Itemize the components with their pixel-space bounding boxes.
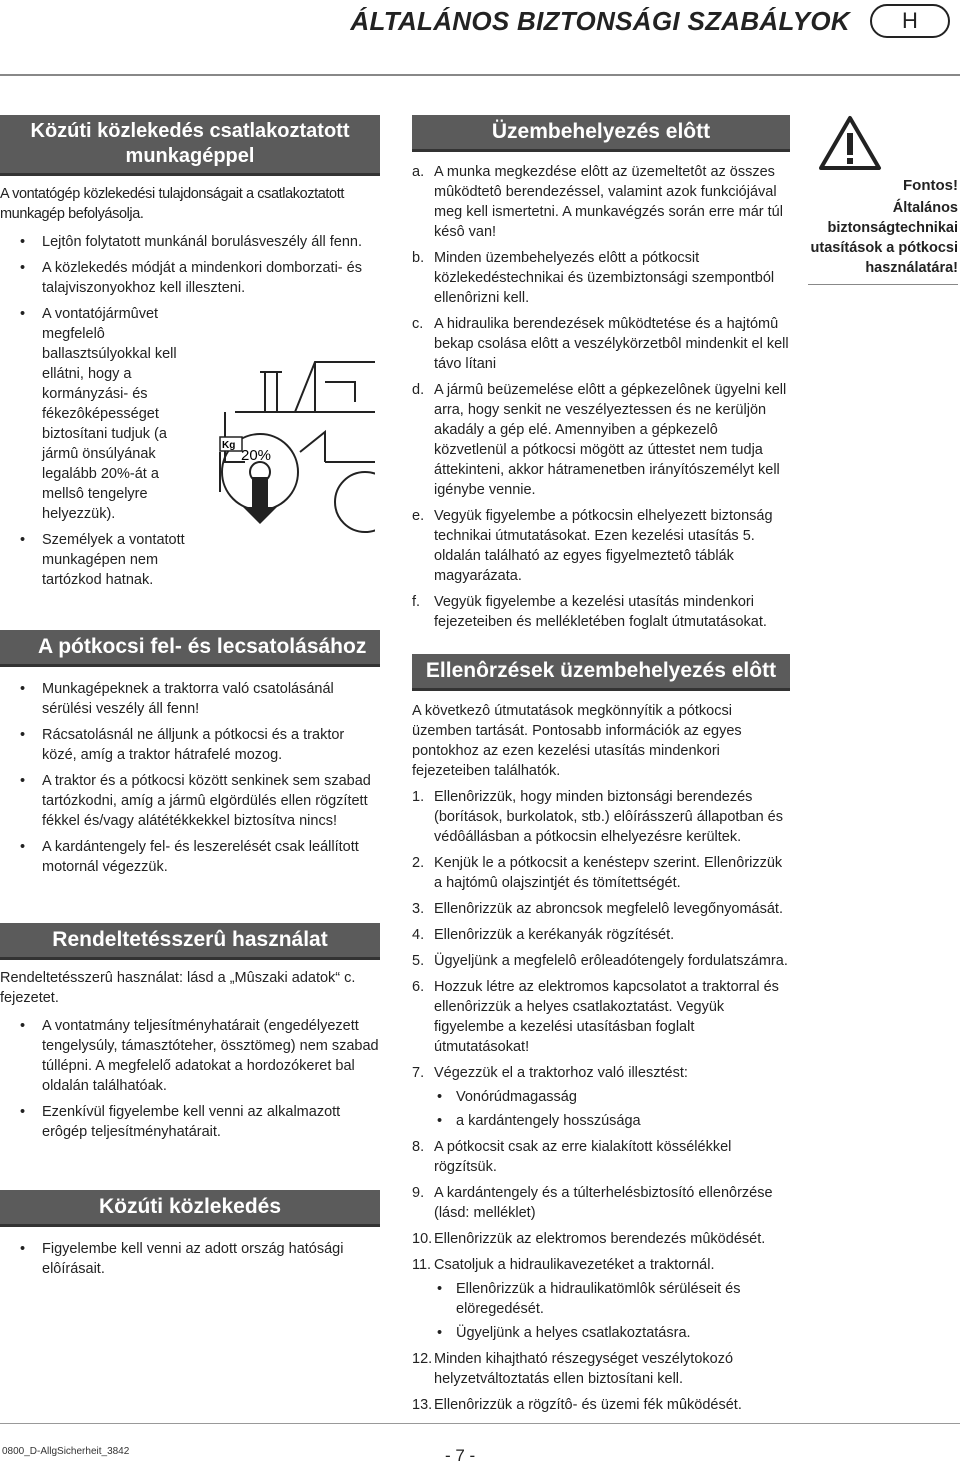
- list-item: [412, 977, 790, 1057]
- tractor-ballast-figure: [215, 342, 375, 542]
- section-heading-checks: Ellenôrzések üzembehelyezés elôtt: [412, 654, 790, 691]
- list-item: [412, 1349, 790, 1389]
- list-item: [412, 1395, 790, 1415]
- warning-underline: [808, 284, 958, 285]
- list-marker: 13.: [412, 1397, 433, 1413]
- section-intro: A következô útmutatások megkönnyítik a pótkocsi üzemben tartását. Pontosabb információk az egyes pontokhoz az ezen kezelési utasítás mindenkori fejezeteiben találhatók.: [412, 703, 742, 779]
- list-item-text: Vegyük figyelembe a pótkocsin elhelyezett biztonság technikai útmutatásokat. Ezen kezelési utasítás 5. oldalán található az egyes figyelmeztetô táblák magyarázata.: [434, 508, 773, 584]
- list-item-text: Végezzük el a traktorhoz való illesztést:: [434, 1065, 688, 1081]
- middle-column: [412, 115, 790, 1421]
- list-item-text: Ellenôrizzük az elektromos berendezés mûködését.: [434, 1231, 766, 1247]
- list-item-text: Ellenôrizzük a kerékanyák rögzítését.: [434, 927, 675, 943]
- lettered-list: [412, 162, 790, 632]
- list-marker: 7.: [412, 1065, 425, 1081]
- list-item: • Ezenkívül figyelembe kell venni az alkalmazott erôgép teljesítményhatárait.: [0, 1102, 380, 1142]
- header-rule: [0, 74, 960, 76]
- list-item: • A közlekedés módját a mindenkori domborzati- és talajviszonyokhoz kell illeszteni.: [0, 258, 380, 298]
- section-heading-coupling: A pótkocsi fel- és lecsatolásához: [0, 630, 380, 667]
- list-item-text: Kenjük le a pótkocsit a kenéstерv szerint. Ellenôrizzük a hajtómû olajszintjét és tömítettségét.: [434, 855, 783, 891]
- list-item: [412, 1255, 790, 1343]
- list-item-text: Ügyeljünk a megfelelô erôleadótengely fordulatszámra.: [434, 953, 788, 969]
- bullet-list: [0, 1016, 380, 1142]
- list-item: • A traktor és a pótkocsi között senkinek sem szabad tartózkodni, amíg a jármû elgördülés ellen rögzített fékkel és/vagy alátétékkekkel biztosítva nincs!: [0, 771, 380, 831]
- list-item: [412, 853, 790, 893]
- list-item-text: A pótkocsit csak az erre kialakított kössélékkel rögzítsük.: [434, 1139, 732, 1175]
- list-item-text: Ellenôrizzük a rögzítô- és üzemi fék mûködését.: [434, 1397, 742, 1413]
- list-marker: 9.: [412, 1185, 425, 1201]
- page-header: [0, 0, 960, 75]
- list-marker: 11.: [412, 1257, 432, 1273]
- sub-list: [434, 1279, 790, 1343]
- section-heading-road-traffic: Közúti közlekedés: [0, 1190, 380, 1227]
- section-intro: A vontatógép közlekedési tulajdonságait a csatlakoztatott munkagép befolyásolja.: [0, 186, 344, 222]
- list-item-text: Vegyük figyelembe a kezelési utasítás mindenkori fejezeteiben és mellékletében foglalt útmutatásokat.: [434, 594, 767, 630]
- page-number: - 7 -: [445, 1446, 476, 1465]
- numbered-list: [412, 787, 790, 1415]
- list-item-text: Minden kihajtható részegységet veszélytokozó helyzetváltoztatás ellen biztosítani kell.: [434, 1351, 734, 1387]
- list-item: [412, 248, 790, 308]
- section-heading-road-with-implement: Közúti közlekedés csatlakoztatott munkagéppel: [0, 115, 380, 176]
- footer-document-code: 0800_D-AllgSicherheit_3842: [2, 1446, 130, 1457]
- list-marker: 1.: [412, 789, 425, 805]
- warning-text: Általános biztonságtechnikai utasítások a pótkocsi használatára!: [810, 200, 958, 276]
- list-item-text: Minden üzembehelyezés elôtt a pótkocsit közlekedéstechnikai és üzembiztonsági szempontból ellenôrizni kell.: [434, 250, 775, 306]
- list-marker: b.: [412, 250, 425, 266]
- list-item: [412, 380, 790, 500]
- list-item-text: Hozzuk létre az elektromos kapcsolatot a traktorral és ellenôrizzük a helyes csatlakoztatást. Vegyük figyelembe a kezelési utasításban foglalt útmutatásokat!: [434, 979, 779, 1055]
- bullet-list: [0, 1239, 380, 1279]
- list-item: [412, 951, 790, 971]
- section-intro: Rendeltetésszerû használat: lásd a „Mûszaki adatok“ c. fejezetet.: [0, 970, 356, 1006]
- list-item: [412, 925, 790, 945]
- list-item: [412, 1229, 790, 1249]
- list-item: [412, 787, 790, 847]
- list-item: [412, 506, 790, 586]
- list-item-text: Csatoljuk a hidraulikavezetéket a traktornál.: [434, 1257, 715, 1273]
- list-item: • A vontatmány teljesítményhatárait (engedélyezett tengelysúly, támasztóteher, össztömeg) nem szabad túllépni. A megfelelő adatokat a hordozókeret bal oldalán találhatóak.: [0, 1016, 380, 1096]
- figure-kg-label: Kg: [222, 440, 236, 451]
- warning-triangle-icon: [818, 115, 882, 171]
- list-item: [412, 1183, 790, 1223]
- list-item: • Munkagépeknek a traktorra való csatolásánál sérülési veszély áll fenn!: [0, 679, 380, 719]
- section-heading-intended-use: Rendeltetésszerû használat: [0, 923, 380, 960]
- list-marker: f.: [412, 594, 421, 610]
- list-item-text: A hidraulika berendezések mûködtetése és a hajtómû bekap csolása elôtt a veszélykörzetbôl mindenkit el kell távo lítani: [434, 316, 789, 372]
- list-item: [412, 1137, 790, 1177]
- section-heading-before-start: Üzembehelyezés elôtt: [412, 115, 790, 152]
- list-marker: 3.: [412, 901, 425, 917]
- list-item: [412, 899, 790, 919]
- list-item: • A vontatójármûvet megfelelô ballasztsúlyokkal kell ellátni, hogy a kormányzási- és fékezôképességet biztosítani tudjuk (a jármû önsúlyának legalább 20%-át a mellsô tengelyre helyezzük).: [0, 304, 192, 524]
- figure-percent-label: 20%: [241, 447, 272, 464]
- list-item-text: Ellenôrizzük az abroncsok megfelelô levegőnyomását.: [434, 901, 783, 917]
- page-title: ÁLTALÁNOS BIZTONSÁGI SZABÁLYOK: [350, 6, 850, 36]
- sub-list-item: • a kardántengely hosszúsága: [434, 1111, 790, 1131]
- list-item: • A kardántengely fel- és leszerelését csak leállított motornál végezzük.: [0, 837, 380, 877]
- left-column: [0, 115, 380, 1285]
- list-item: • Lejtôn folytatott munkánál borulásveszély áll fenn.: [0, 232, 380, 252]
- list-item-text: A munka megkezdése elôtt az üzemeltetôt az összes mûködtetô berendezéssel, valamint azok funkciójával meg kell ismertetni. A munkavégzés során erre már túl késô van!: [434, 164, 783, 240]
- list-item: [412, 592, 790, 632]
- list-marker: 2.: [412, 855, 425, 871]
- sub-list-item: • Vonórúdmagasság: [434, 1087, 790, 1107]
- list-marker: 5.: [412, 953, 425, 969]
- list-marker: c.: [412, 316, 424, 332]
- right-column: [808, 115, 958, 285]
- bullet-list: [0, 679, 380, 877]
- list-marker: e.: [412, 508, 425, 524]
- list-item-text: A jármû beüzemelése elôtt a gépkezelônek ügyelni kell arra, hogy senkit ne veszélyeztessen és ne kerüljön akadály a gép elé. Amennyiben a gépkezelô közvetlenül a pótkocsi mögött az úttestet nem tudja áttekinteni, akkor hátramenetben irányítószemélyt kell igénybe vennie.: [434, 382, 787, 498]
- list-marker: 6.: [412, 979, 425, 995]
- list-item: [412, 314, 790, 374]
- list-item: [412, 1063, 790, 1131]
- list-item-text: Ellenôrizzük, hogy minden biztonsági berendezés (borítások, burkolatok, stb.) elôírásszerû állapotban és védôállásban a pótkocsin elhelyezésre kerültek.: [434, 789, 783, 845]
- list-item: [412, 162, 790, 242]
- footer-rule: [0, 1423, 960, 1424]
- sub-list-item: • Ügyeljünk a helyes csatlakoztatásra.: [434, 1323, 790, 1343]
- warning-title: Fontos!: [903, 177, 958, 194]
- sub-list: [434, 1087, 790, 1131]
- section-badge: H: [870, 4, 950, 38]
- list-item: • Figyelembe kell venni az adott ország hatósági elôírásait.: [0, 1239, 380, 1279]
- list-item: • Személyek a vontatott munkagépen nem tartózkod hatnak.: [0, 530, 192, 590]
- list-item: • Rácsatolásnál ne álljunk a pótkocsi és a traktor közé, amíg a traktor hátrafelé mozog.: [0, 725, 380, 765]
- list-marker: a.: [412, 164, 425, 180]
- list-marker: 12.: [412, 1351, 433, 1367]
- list-marker: 10.: [412, 1231, 433, 1247]
- list-item-text: A kardántengely és a túlterhelésbiztosító ellenôrzése (lásd: melléklet): [434, 1185, 773, 1221]
- sub-list-item: • Ellenôrizzük a hidraulikatömlôk sérüléseit és elöregedését.: [434, 1279, 790, 1319]
- list-marker: 8.: [412, 1139, 425, 1155]
- list-marker: d.: [412, 382, 425, 398]
- list-marker: 4.: [412, 927, 425, 943]
